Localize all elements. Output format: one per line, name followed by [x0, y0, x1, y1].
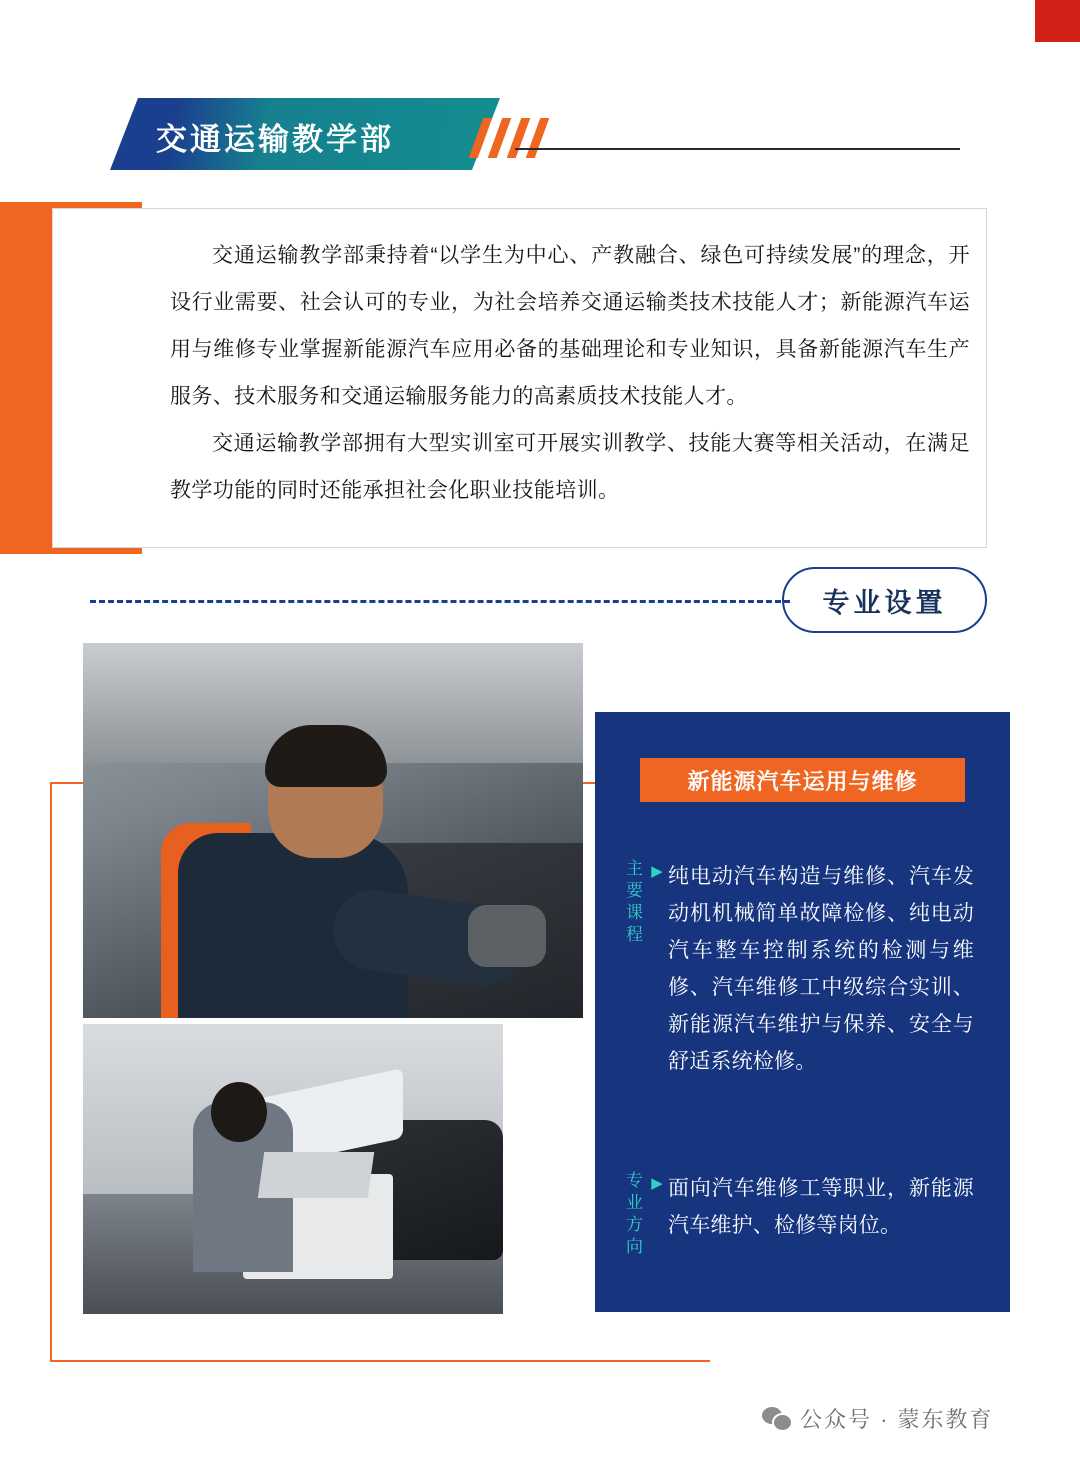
photo-hair-shape: [265, 725, 387, 787]
photo-person-head-shape: [211, 1082, 267, 1142]
photo-diagnostics: [83, 1024, 503, 1314]
arrow-right-icon: ▶: [651, 1175, 663, 1192]
arrow-right-icon: ▶: [651, 863, 663, 880]
major-name-label: 新能源汽车运用与维修: [687, 768, 918, 794]
major-row-courses: [624, 858, 974, 1080]
photo-laptop-shape: [258, 1152, 374, 1198]
footer: [762, 1403, 994, 1434]
major-row-courses-label: 主要课程: [626, 859, 644, 944]
top-corner-accent: [1035, 0, 1080, 42]
footer-label: 公众号 · 蒙东教育: [800, 1407, 994, 1432]
slash-decoration-icon: [476, 118, 594, 158]
major-row-direction: [624, 1170, 974, 1258]
photo-engine-repair: [83, 643, 583, 1018]
header-rule: [515, 148, 960, 150]
page-title: 交通运输教学部: [156, 122, 394, 157]
intro-paragraph-1: 交通运输教学部秉持着“以学生为中心、产教融合、绿色可持续发展”的理念，开设行业需要、社会认可的专业，为社会培养交通运输类技术技能人才；新能源汽车运用与维修专业掌握新能源汽车应用必备的基础理论和专业知识，具备新能源汽车生产服务、技术服务和交通运输服务能力的高素质技术技能人才。: [170, 244, 970, 408]
major-row-courses-text: 纯电动汽车构造与维修、汽车发动机机械简单故障检修、纯电动汽车整车控制系统的检测与维修、汽车维修工中级综合实训、新能源汽车维护与保养、安全与舒适系统检修。: [668, 865, 974, 1073]
section-pill: [782, 567, 987, 633]
intro-paragraph-2: 交通运输教学部拥有大型实训室可开展实训教学、技能大赛等相关活动，在满足教学功能的同时还能承担社会化职业技能培训。: [170, 432, 970, 502]
section-pill-label: 专业设置: [822, 587, 947, 618]
major-row-direction-label: 专业方向: [626, 1171, 644, 1256]
section-dashed-divider: [90, 600, 790, 603]
photo-glove-shape: [468, 905, 546, 967]
major-name-tag: [640, 758, 965, 802]
wechat-icon: [762, 1407, 790, 1431]
intro-text: [170, 232, 970, 514]
major-row-direction-text: 面向汽车维修工等职业，新能源汽车维护、检修等岗位。: [668, 1177, 974, 1237]
page-header: [110, 98, 990, 170]
